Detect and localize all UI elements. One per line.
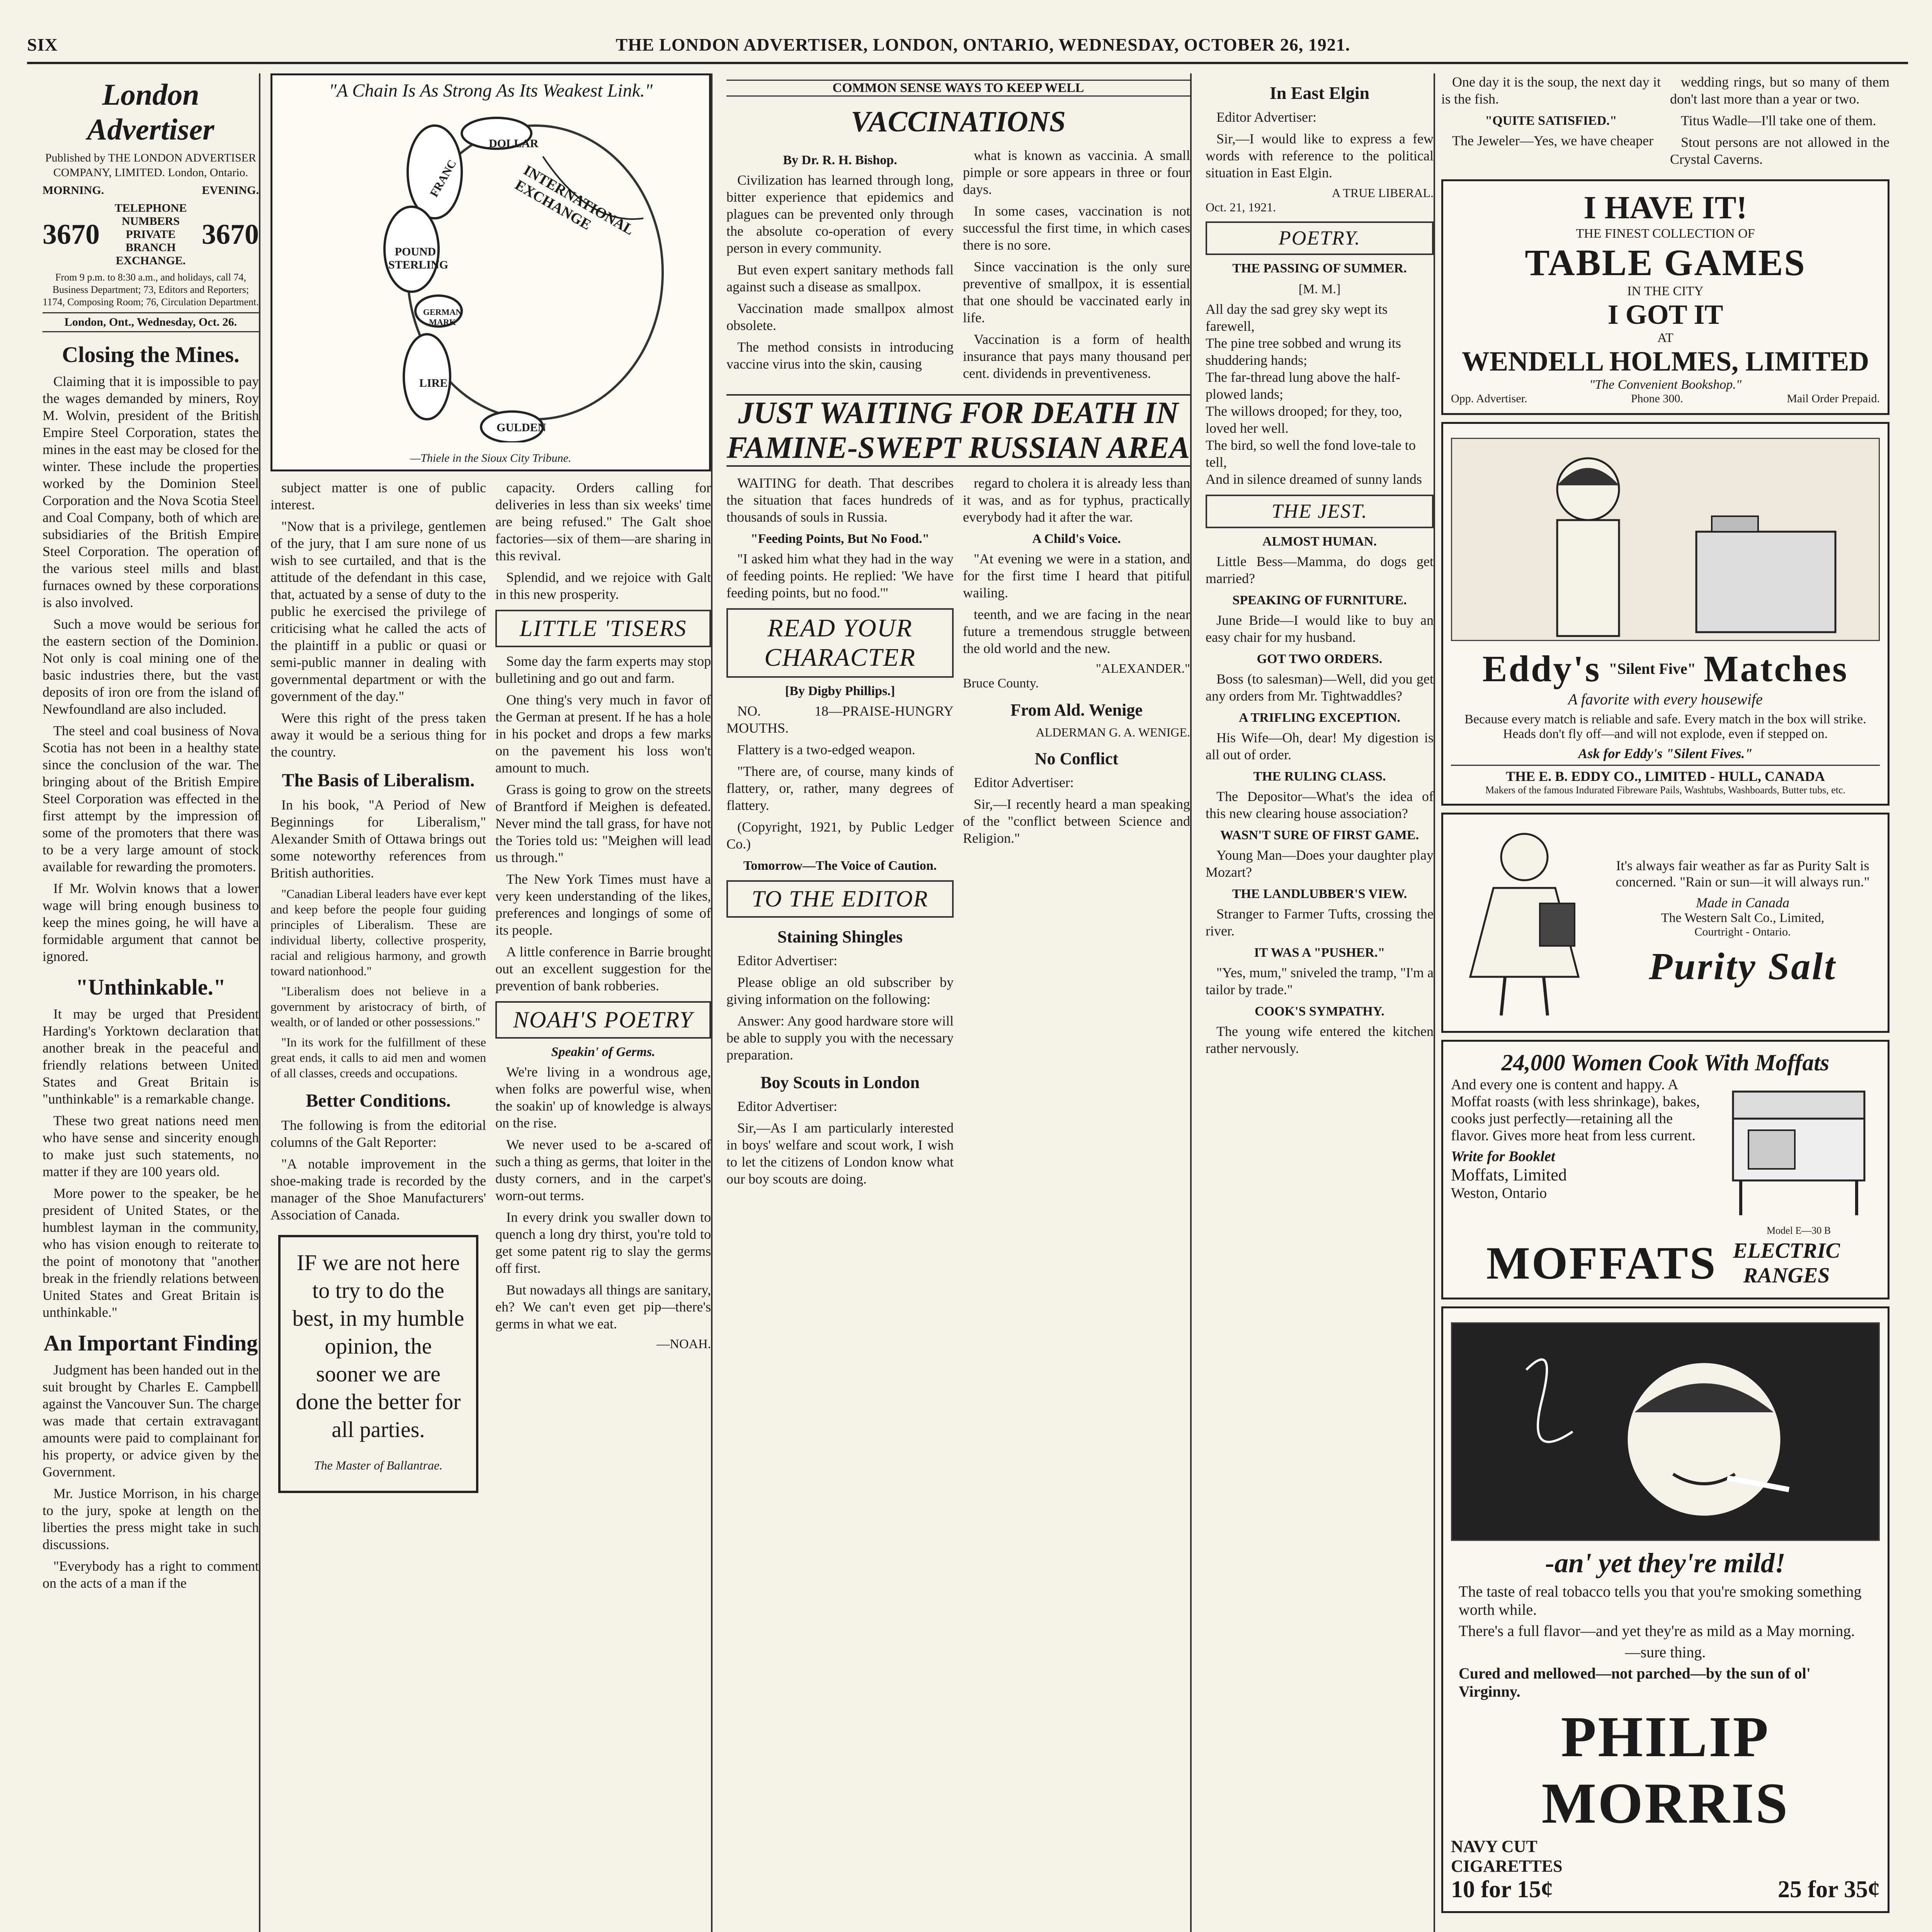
- famine-right: [963, 474, 1190, 1192]
- holmes-l6: AT: [1657, 331, 1673, 345]
- cartoon-credit: —Thiele in the Sioux City Tribune.: [410, 452, 571, 464]
- better-para-1: The following is from the editorial columns of the Galt Reporter:: [270, 1117, 486, 1150]
- poem-title: THE PASSING OF SUMMER.: [1232, 261, 1407, 276]
- moffat-company: Moffats, Limited: [1451, 1165, 1567, 1184]
- noah-para-3: In every drink you swaller down to quench a long dry thirst, you're told to get some patent rig to slay the germs off first.: [495, 1209, 711, 1276]
- column-3: [726, 73, 1192, 1932]
- column-1: [43, 73, 260, 1932]
- salt-brand: Purity Salt: [1649, 944, 1837, 988]
- moffat-body-row: [1451, 1076, 1880, 1236]
- purity-salt-ad: [1441, 813, 1889, 1033]
- eddy-ask: Ask for Eddy's "Silent Fives.": [1578, 746, 1753, 761]
- philip-brand: PHILIP MORRIS: [1541, 1705, 1789, 1835]
- famine-para-1: WAITING for death. That describes the situation that faces hundreds of thousands of souls in Russia.: [726, 475, 954, 525]
- dateline: London, Ont., Wednesday, Oct. 26.: [43, 312, 259, 332]
- jest-text: June Bride—I would like to buy an easy chair for my husband.: [1206, 612, 1434, 645]
- jest-text: Little Bess—Mamma, do dogs get married?: [1206, 554, 1434, 586]
- salt-made: Made in Canada: [1696, 895, 1789, 910]
- jest-text: Stranger to Farmer Tufts, crossing the river.: [1206, 906, 1434, 939]
- label-exchange: INTERNATIONAL EXCHANGE: [512, 162, 636, 238]
- jest-heading: GOT TWO ORDERS.: [1257, 652, 1383, 666]
- label-mark: GERMAN MARK: [423, 307, 462, 327]
- galt-para-1: capacity. Orders calling for deliveries in less than six weeks' time are being refused." The Galt shoe factories—six of them—are sharing in this revival.: [495, 480, 711, 563]
- basis-para-1: In his book, "A Period of New Beginnings for Liberalism," Alexander Smith of Ottawa brings out some noteworthy references from British authorities.: [270, 797, 486, 881]
- shingles-para-3: Answer: Any good hardware store will be able to supply you with the necessary preparation.: [726, 1013, 954, 1063]
- better-title: Better Conditions.: [306, 1090, 451, 1111]
- holmes-footer-left: Opp. Advertiser.: [1451, 392, 1527, 405]
- vacc-left-1: Civilization has learned through long, bitter experience that epidemics and plagues can be prevented only through the absolute co-operation of every person in every community.: [726, 172, 954, 256]
- phone-number-right: 3670: [202, 218, 259, 250]
- holmes-footer-right: Mail Order Prepaid.: [1787, 392, 1880, 405]
- unthinkable-para-1: It may be urged that President Harding's Yorktown declaration that another break in the peaceful and friendly relations between United States and Great Britain is "unthinkable" is a remarkable change.: [43, 1006, 259, 1107]
- tisers-para-4: The New York Times must have a very keen understanding of the likes, preferences and longings of some of its people.: [495, 871, 711, 938]
- letters-bruce: Bruce County.: [963, 676, 1039, 690]
- top-left-heading: "QUITE SATISFIED.": [1485, 114, 1617, 128]
- famine-subhead: "Feeding Points, But No Food.": [750, 532, 930, 546]
- jest-heading: A TRIFLING EXCEPTION.: [1239, 711, 1400, 725]
- top-right-2: Titus Wadle—I'll take one of them.: [1681, 113, 1876, 128]
- salt-company: The Western Salt Co., Limited,: [1661, 910, 1825, 925]
- jest-text: Boss (to salesman)—Well, did you get any orders from Mr. Tightwaddles?: [1206, 671, 1434, 704]
- character-para-1: NO. 18—PRAISE-HUNGRY MOUTHS.: [726, 703, 954, 736]
- wenige-title: From Ald. Wenige: [1010, 701, 1143, 719]
- eddy-brand: Eddy's: [1482, 648, 1601, 689]
- moffat-brand-2: ELECTRIC RANGES: [1733, 1239, 1840, 1287]
- basis-title: The Basis of Liberalism.: [282, 770, 475, 791]
- label-dollar: DOLLAR: [489, 137, 539, 150]
- poem-lines: [1206, 301, 1434, 488]
- telephone-block: [43, 202, 259, 267]
- moffat-brand-row: [1451, 1236, 1880, 1290]
- unthinkable-para-2: These two great nations need men who have sense and sincerity enough to make just such statements, no matter if they are 100 years old.: [43, 1113, 259, 1179]
- basis-para-2: "Canadian Liberal leaders have ever kept and keep before the people four guiding principles of Liberalism. These are individual liberty, collective prosperity, racial and religious harmony, and growth toward nationhood.": [270, 887, 486, 978]
- holmes-l7: WENDELL HOLMES, LIMITED: [1461, 346, 1869, 377]
- vacc-right-2: In some cases, vaccination is not successful the first time, in which cases there is no sore.: [963, 203, 1190, 253]
- famine-body: [726, 474, 1190, 1192]
- vaccinations-byline: By Dr. R. H. Bishop.: [783, 153, 897, 167]
- editions: [43, 183, 259, 198]
- vacc-left-3: Vaccination made smallpox almost obsolete.: [726, 301, 954, 333]
- press-para-1: subject matter is one of public interest.: [270, 480, 486, 512]
- poetry-title: POETRY.: [1206, 221, 1434, 255]
- poem-line: All day the sad grey sky wept its farewell,: [1206, 301, 1388, 334]
- to-the-editor-title: TO THE EDITOR: [726, 880, 954, 918]
- moffats-ad: [1441, 1040, 1889, 1299]
- eddy-name: Matches: [1703, 648, 1849, 689]
- jest-text: His Wife—Oh, dear! My digestion is all out of order.: [1206, 730, 1434, 762]
- wendell-holmes-ad: [1441, 179, 1889, 415]
- label-lire: LIRE: [419, 377, 448, 389]
- philip-body-1: The taste of real tobacco tells you that you're smoking something worth while.: [1459, 1583, 1862, 1618]
- shingles-title: Staining Shingles: [777, 927, 903, 946]
- jest-text: Young Man—Does your daughter play Mozart?: [1206, 847, 1434, 880]
- moffat-body-col: [1451, 1076, 1710, 1236]
- label-gulden: GULDEN: [497, 421, 546, 434]
- east-para-2: Sir,—I would like to express a few words with reference to the political situation in East Elgin.: [1206, 131, 1434, 180]
- jest-title: THE JEST.: [1206, 495, 1434, 528]
- character-para-2: Flattery is a two-edged weapon.: [737, 742, 915, 757]
- finding-para-2: Mr. Justice Morrison, in his charge to the jury, spoke at length on the liberties the press might take in such discussions.: [43, 1486, 259, 1552]
- child-voice-subhead: A Child's Voice.: [1032, 532, 1121, 546]
- holmes-l3: TABLE GAMES: [1525, 242, 1806, 283]
- health-kicker: COMMON SENSE WAYS TO KEEP WELL: [726, 80, 1190, 97]
- ballantrae-quote-box: [278, 1235, 478, 1493]
- philip-price-1: 10 for 15¢: [1451, 1876, 1553, 1903]
- tisers-para-3: Grass is going to grow on the streets of Brantford if Meighen is defeated. Never mind the tall grass, for have not the Tories told us: "Meighen will lead us through.": [495, 782, 711, 865]
- scouts-para-2: Sir,—As I am particularly interested in boys' welfare and scout work, I wish to let the citizens of London know what our boy scouts are doing.: [726, 1120, 954, 1187]
- phone-label: TELEPHONE NUMBERS PRIVATE BRANCH EXCHANGE.: [114, 202, 187, 267]
- tisers-para-2: One thing's very much in favor of the German at present. If he has a hole in his pocket and drops a few marks on the pavement his loss won't amount to much.: [495, 692, 711, 776]
- edition-morning: MORNING.: [43, 184, 104, 197]
- character-para-3: "There are, of course, many kinds of flattery, or, rather, many degrees of flattery.: [726, 764, 954, 813]
- poem-line: The pine tree sobbed and wrung its shuddering hands;: [1206, 335, 1401, 368]
- philip-price-row: [1451, 1837, 1880, 1903]
- shingles-para-2: Please oblige an old subscriber by giving information on the following:: [726, 975, 954, 1007]
- moffat-brand: MOFFATS: [1486, 1237, 1717, 1289]
- top-right-3: Stout persons are not allowed in the Crystal Caverns.: [1670, 134, 1889, 167]
- east-date: Oct. 21, 1921.: [1206, 200, 1276, 214]
- moffat-place: Weston, Ontario: [1451, 1185, 1547, 1201]
- electric-range-icon: [1718, 1076, 1880, 1223]
- holmes-l5: I GOT IT: [1607, 299, 1723, 330]
- page-number: SIX: [27, 34, 58, 54]
- editorial-cartoon: [270, 73, 711, 471]
- noah-title: NOAH'S POETRY: [495, 1001, 711, 1039]
- holmes-l1: I HAVE IT!: [1583, 190, 1747, 226]
- holmes-footer: [1451, 392, 1880, 405]
- jest-text: The young wife entered the kitchen rather nervously.: [1206, 1024, 1434, 1056]
- no-conflict-1: Editor Advertiser:: [974, 775, 1074, 790]
- scouts-title: Boy Scouts in London: [760, 1073, 920, 1092]
- jest-heading: THE RULING CLASS.: [1253, 769, 1386, 784]
- wenige-signature: ALDERMAN G. A. WENIGE.: [1036, 725, 1190, 739]
- vacc-right-3: Since vaccination is the only sure preventive of smallpox, it is essential that one should be vaccinated early in life.: [963, 259, 1190, 325]
- vaccinations-left: [726, 147, 954, 386]
- galt-para-2: Splendid, and we rejoice with Galt in this new prosperity.: [495, 570, 711, 602]
- column-5-top-left: [1441, 73, 1661, 172]
- eddy-company: THE E. B. EDDY CO., LIMITED - HULL, CANADA: [1451, 765, 1880, 784]
- vaccinations-body: [726, 147, 1190, 386]
- quote-text: IF we are not here to try to do the best, in my humble opinion, the sooner we are done the better for all parties.: [292, 1250, 464, 1442]
- vacc-left-2: But even expert sanitary methods fall against such a disease as smallpox.: [726, 262, 954, 294]
- masthead-line: THE LONDON ADVERTISER, LONDON, ONTARIO, WEDNESDAY, OCTOBER 26, 1921.: [616, 34, 1350, 54]
- phone-number-left: 3670: [43, 218, 100, 250]
- moffat-body: And every one is content and happy. A Moffat roasts (with less shrinkage), bakes, cooks just perfectly—retaining all the flavor. Gives more heat from less current.: [1451, 1077, 1700, 1144]
- top-left-2: The Jeweler—Yes, we have cheaper: [1452, 133, 1654, 148]
- famine-right-1: regard to cholera it is already less than it was, and as for typhus, practically everybody had it after the war.: [963, 475, 1190, 525]
- girl-with-salt-icon: [1451, 822, 1598, 1023]
- poem-line: The far-thread lung above the half-plowed lands;: [1206, 369, 1401, 402]
- poem-line: The bird, so well the fond love-tale to tell,: [1206, 437, 1416, 470]
- jest-text: The Depositor—What's the idea of this new clearing house association?: [1206, 789, 1434, 821]
- published-by: Published by THE LONDON ADVERTISER COMPANY, LIMITED. London, Ontario.: [45, 151, 256, 179]
- purity-salt-text: [1605, 857, 1880, 988]
- jest-heading: WASN'T SURE OF FIRST GAME.: [1220, 828, 1419, 842]
- column-5: [1441, 73, 1889, 1932]
- shingles-para-1: Editor Advertiser:: [737, 953, 837, 968]
- press-para-3: Were this right of the press taken away it would be a serious thing for the country.: [270, 710, 486, 760]
- poem-line: The willows drooped; for they, too, loved her well.: [1206, 403, 1402, 436]
- smoking-man-illustration: [1451, 1322, 1880, 1541]
- paper-name: London Advertiser: [87, 78, 214, 146]
- east-signature: A TRUE LIBERAL.: [1332, 186, 1434, 200]
- moffat-headline: 24,000 Women Cook With Moffats: [1501, 1050, 1830, 1075]
- press-para-2: "Now that is a privilege, gentlemen of the jury, that I am sure none of us wish to see curtailed, and that is the attitude of the defendant in this case, that, actuated by a sense of duty to the public he exercised the privilege of criticising what he called the acts of the plaintiff in a public or quasi or semi-public manner in dealing with governmental department or with the government of the day.": [270, 519, 486, 704]
- philip-morris-ad: [1441, 1306, 1889, 1913]
- noah-signature: —NOAH.: [656, 1337, 711, 1351]
- salt-place: Courtright - Ontario.: [1694, 925, 1791, 938]
- holmes-l8: "The Convenient Bookshop.": [1589, 378, 1742, 392]
- closing-para-1: Claiming that it is impossible to pay the wages demanded by miners, Roy M. Wolvin, president of the British Empire Steel Corporation, states the mines in the east may be closed for the winter. These include the properties worked by the Dominion Steel Corporation and the Nova Scotia Steel and Coal Company, both of which are subsidiaries of the British Empire Steel Corporation. The operation of the various steel mills and blast furnaces owned by these corporations is also involved.: [43, 374, 259, 610]
- holmes-footer-mid: Phone 300.: [1631, 392, 1683, 405]
- tisers-title: LITTLE 'TISERS: [495, 610, 711, 647]
- closing-para-3: The steel and coal business of Nova Scotia has not been in a healthy state since the conclusion of the war. The bringing about of the British Empire Steel Corporation was effected in the first attempt by the impression of some of the promoters that there was to be a very large amount of stock available for rewarding the promoters.: [43, 723, 259, 874]
- character-byline: [By Digby Phillips.]: [785, 684, 895, 698]
- chain-cartoon-illustration: [296, 110, 690, 442]
- finding-title: An Important Finding: [43, 1330, 258, 1355]
- famine-title: JUST WAITING FOR DEATH IN FAMINE-SWEPT RUSSIAN AREA: [726, 394, 1190, 467]
- jest-text: "Yes, mum," sniveled the tramp, "I'm a tailor by trade.": [1206, 965, 1434, 997]
- noah-subtitle: Speakin' of Germs.: [551, 1045, 655, 1059]
- east-para-1: Editor Advertiser:: [1216, 109, 1316, 125]
- philip-navy-cut: NAVY CUT: [1451, 1837, 1537, 1856]
- housewife-illustration: [1451, 438, 1880, 641]
- eddy-note: Makers of the famous Indurated Fibreware Pails, Washtubs, Washboards, Butter tubs, etc.: [1485, 784, 1846, 796]
- unthinkable-title: "Unthinkable.": [75, 975, 226, 1000]
- better-para-2: "A notable improvement in the shoe-making trade is recorded by the manager of the Shoe Manufacturers' Association of Canada.: [270, 1156, 486, 1223]
- basis-para-4: "In its work for the fulfillment of these great ends, it calls to aid men and women of all classes, creeds and occupations.: [270, 1035, 486, 1080]
- closing-para-2: Such a move would be serious for the eastern section of the Dominion. Not only is coal mining one of the basic industries there, but the vast deposits of iron ore from the island of Newfoundland are also included.: [43, 616, 259, 717]
- eddy-sub: "Silent Five": [1609, 660, 1696, 677]
- label-franc: FRANC: [427, 158, 459, 199]
- vacc-left-4: The method consists in introducing vaccine virus into the skin, causing: [726, 339, 954, 372]
- salt-body: It's always fair weather as far as Purity Salt is concerned. "Rain or sun—it will always run.": [1616, 857, 1870, 889]
- jest-heading: SPEAKING OF FURNITURE.: [1232, 593, 1407, 607]
- column-2-body: [270, 479, 711, 1505]
- character-title: READ YOUR CHARACTER: [726, 608, 954, 678]
- jest-heading: THE LANDLUBBER'S VIEW.: [1232, 887, 1407, 901]
- no-conflict-title: No Conflict: [1034, 749, 1119, 768]
- phone-hours: From 9 p.m. to 8:30 a.m., and holidays, call 74, Business Department; 73, Editors and Reporters; 1174, Composing Room; 76, Circulation Department.: [43, 272, 259, 308]
- scouts-para-1: Editor Advertiser:: [737, 1099, 837, 1114]
- eddy-brand-line: [1451, 647, 1880, 690]
- holmes-l2: THE FINEST COLLECTION OF: [1576, 226, 1755, 241]
- smoking-man-icon: [1457, 1323, 1874, 1540]
- tisers-para-5: A little conference in Barrie brought out an excellent suggestion for the prevention of bank robberies.: [495, 944, 711, 993]
- moffat-model: Model E—30 B: [1766, 1225, 1831, 1236]
- noah-para-1: We're living in a wondrous age, when folks are powerful wise, when the soakin' up of knowledge is always on the rise.: [495, 1064, 711, 1131]
- holmes-l4: IN THE CITY: [1627, 284, 1704, 298]
- noah-para-4: But nowadays all things are sanitary, eh? We can't even get pip—there's germs in what we eat.: [495, 1282, 711, 1332]
- poem-author: [M. M.]: [1298, 282, 1341, 296]
- philip-cigarettes: CIGARETTES: [1451, 1857, 1563, 1876]
- label-pound: POUND STERLING: [388, 245, 449, 271]
- eddy-body: Because every match is reliable and safe. Every match in the box will strike. Heads don't fly off—and will not explode, even if stepped on.: [1464, 712, 1866, 741]
- vacc-right-4: Vaccination is a form of health insurance that pays many thousand per cent. dividends in preventiveness.: [963, 332, 1190, 381]
- moffat-write: Write for Booklet: [1451, 1148, 1555, 1165]
- jest-heading: ALMOST HUMAN.: [1262, 534, 1377, 549]
- no-conflict-2: Sir,—I recently heard a man speaking of the "conflict between Science and Religion.": [963, 796, 1190, 846]
- cartoon-title: "A Chain Is As Strong As Its Weakest Link.": [328, 80, 653, 101]
- finding-para-3: "Everybody has a right to comment on the acts of a man if the: [43, 1558, 259, 1591]
- closing-para-4: If Mr. Wolvin knows that a lower wage will bring enough business to keep the mines going, he will have a formidable argument that cannot be ignored.: [43, 881, 259, 964]
- page-header: [27, 27, 1908, 64]
- top-right-1: wedding rings, but so many of them don't last more than a year or two.: [1670, 74, 1889, 107]
- finding-para-1: Judgment has been handed out in the suit brought by Charles E. Campbell against the Vancouver Sun. The charge was made that certain extravagant amounts were paid to complainant for his property, or advice given by the Government.: [43, 1362, 259, 1480]
- vaccinations-title: VACCINATIONS: [850, 105, 1066, 138]
- philip-body-4: Cured and mellowed—not parched—by the sun of ol' Virginny.: [1459, 1665, 1811, 1700]
- philip-body-2: There's a full flavor—and yet they're as mild as a May morning.: [1459, 1622, 1855, 1639]
- tisers-para-1: Some day the farm experts may stop bulletining and go out and farm.: [495, 653, 711, 686]
- famine-right-2: "At evening we were in a station, and for the first time I heard that pitiful wailing.: [963, 551, 1190, 600]
- noah-para-2: We never used to be a-scared of such a thing as germs, that loiter in the dusty corners, and in the carpet's worn-out terms.: [495, 1137, 711, 1203]
- jest-heading: COOK'S SYMPATHY.: [1255, 1004, 1384, 1019]
- character-para-4: (Copyright, 1921, by Public Ledger Co.): [726, 819, 954, 852]
- letters-alexander: "ALEXANDER.": [1095, 662, 1190, 676]
- philip-price-2: 25 for 35¢: [1777, 1876, 1880, 1903]
- column-5-top: [1441, 73, 1889, 172]
- eddy-tagline: A favorite with every housewife: [1568, 690, 1763, 708]
- philip-left-block: [1451, 1837, 1563, 1903]
- philip-body-3: —sure thing.: [1625, 1643, 1706, 1661]
- basis-para-3: "Liberalism does not believe in a government by aristocracy of birth, of wealth, or of landed or other possessions.": [270, 984, 486, 1029]
- character-tomorrow: Tomorrow—The Voice of Caution.: [743, 859, 937, 873]
- column-4: [1206, 73, 1435, 1932]
- woman-at-stove-icon: [1457, 439, 1874, 640]
- moffat-range-col: [1718, 1076, 1880, 1236]
- vacc-right-1: what is known as vaccinia. A small pimple or sore appears in three or four days.: [963, 148, 1190, 197]
- famine-para-2: "I asked him what they had in the way of feeding points. He replied: 'We have feeding points, but no food.'": [726, 551, 954, 600]
- column-2-right: [495, 479, 711, 1505]
- famine-left: [726, 474, 954, 1192]
- poem-line: And in silence dreamed of sunny lands: [1206, 471, 1422, 487]
- letters-1: teenth, and we are facing in the near future a tremendous struggle between the old world and the new.: [963, 607, 1190, 656]
- top-left-1: One day it is the soup, the next day it is the fish.: [1441, 74, 1661, 107]
- philip-slogan: -an' yet they're mild!: [1545, 1548, 1786, 1578]
- closing-mines-title: Closing the Mines.: [62, 342, 240, 367]
- unthinkable-para-3: More power to the speaker, be he president of United States, or the humblest layman in the community, who has vision enough to reiterate to the point of monotony that "another break in the friendly relations between United States and Great Britain is unthinkable.": [43, 1185, 259, 1320]
- east-elgin-title: In East Elgin: [1269, 83, 1370, 103]
- vaccinations-right: [963, 147, 1190, 386]
- column-2-left: [270, 479, 486, 1505]
- column-2: [270, 73, 713, 1932]
- edition-evening: EVENING.: [202, 184, 259, 197]
- column-5-top-right: [1670, 73, 1889, 172]
- eddy-matches-ad: [1441, 422, 1889, 806]
- quote-signature: The Master of Ballantrae.: [314, 1458, 443, 1472]
- jest-list: [1206, 534, 1434, 1057]
- jest-heading: IT WAS A "PUSHER.": [1254, 946, 1385, 960]
